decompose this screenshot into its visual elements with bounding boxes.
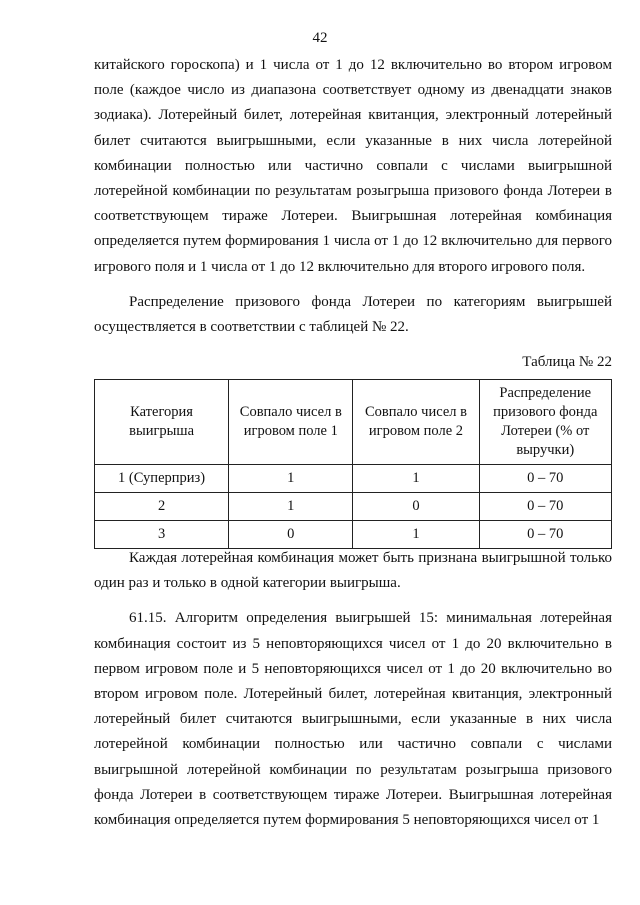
prize-table	[94, 379, 612, 549]
table-cell: 1	[229, 493, 353, 521]
header-field1-matches: Совпало чисел в игровом поле 1	[229, 380, 353, 465]
table-cell: 3	[95, 521, 229, 549]
header-category: Категория выигрыша	[95, 380, 229, 465]
table-cell: 0 – 70	[479, 521, 612, 549]
table-cell: 0	[353, 493, 479, 521]
header-prize-distribution: Распределение призового фонда Лотереи (% от выручки)	[479, 380, 612, 465]
table-cell: 1	[353, 521, 479, 549]
table-cell: 1	[229, 465, 353, 493]
paragraph-continuation: китайского гороскопа) и 1 числа от 1 до 12 включительно во втором игровом поле (каждое число из диапазона соответствует одному из двенадцати знаков зодиака). Лотерейный билет, лотерейная квитанция, электронный лотерейный билет считаются выигрышными, если указанные в них числа лотерейной комбинации полностью или частично совпали с числами выигрышной лотерейной комбинации по результатам розыгрыша призового фонда Лотереи в соответствующем тираже Лотереи. Выигрышная лотерейная комбинация определяется путем формирования 1 числа от 1 до 12 включительно для первого игрового поля и 1 числа от 1 до 12 включительно для второго игрового поля.	[94, 57, 612, 275]
paragraph-prize-distribution: Распределение призового фонда Лотереи по категориям выигрышей осуществляется в соответствии с таблицей № 22.	[94, 293, 612, 336]
text-block-upper	[94, 53, 612, 549]
table-cell: 0	[229, 521, 353, 549]
text-block-lower	[94, 546, 612, 833]
table-header-row	[95, 380, 612, 465]
header-field2-matches: Совпало чисел в игровом поле 2	[353, 380, 479, 465]
table-row	[95, 465, 612, 493]
table-cell: 1 (Суперприз)	[95, 465, 229, 493]
table-row	[95, 521, 612, 549]
paragraph-single-category: Каждая лотерейная комбинация может быть признана выигрышной только один раз и только в одной категории выигрыша.	[94, 550, 612, 592]
table-caption: Таблица № 22	[522, 354, 612, 371]
table-cell: 0 – 70	[479, 493, 612, 521]
table-cell: 2	[95, 493, 229, 521]
table-cell: 0 – 70	[479, 465, 612, 493]
paragraph-algorithm-15: 61.15. Алгоритм определения выигрышей 15: минимальная лотерейная комбинация состоит из 5 неповторяющихся чисел от 1 до 20 включительно в первом игровом поле и 5 неповторяющихся чисел от 1 до 20 включительно во втором игровом поле. Лотерейный билет, лотерейная квитанция, электронный лотерейный билет считаются выигрышными, если указанные в них числа лотерейной комбинации полностью или частично совпали с числами выигрышной лотерейной комбинации по результатам розыгрыша призового фонда Лотереи в соответствующем тираже Лотереи. Выигрышная лотерейная комбинация определяется путем формирования 5 неповторяющихся чисел от 1	[94, 610, 612, 829]
page-number: 42	[312, 30, 328, 46]
table-row	[95, 493, 612, 521]
table-cell: 1	[353, 465, 479, 493]
